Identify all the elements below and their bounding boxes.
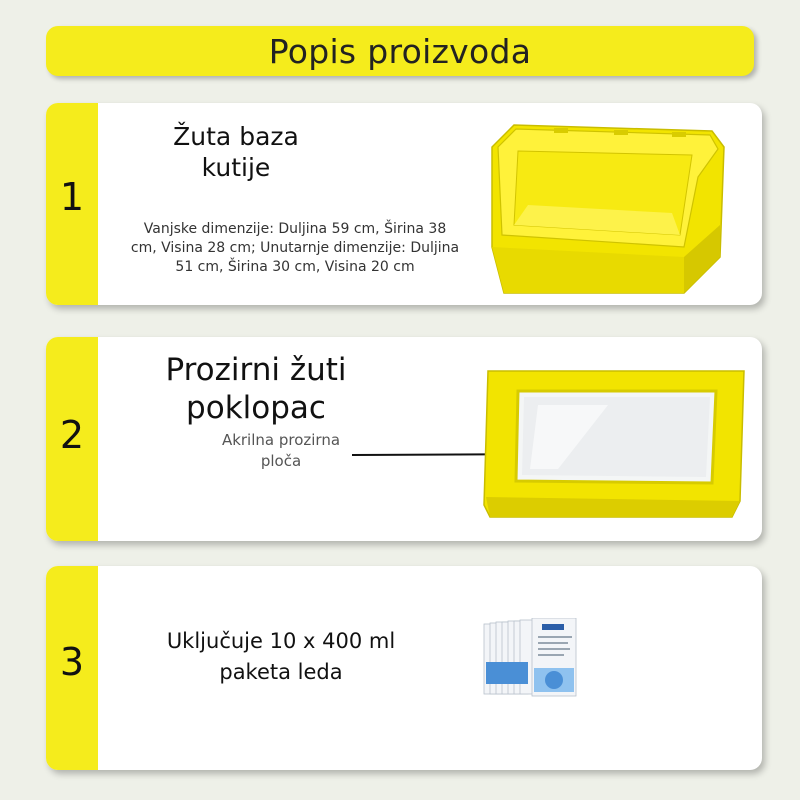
transparent-lid-icon	[478, 365, 750, 521]
product-item-ice-packs	[46, 566, 762, 770]
product-item-lid	[46, 337, 762, 541]
item-title	[146, 626, 416, 688]
ice-packs-icon	[480, 618, 580, 698]
item-description: Vanjske dimenzije: Duljina 59 cm, Širina 38 cm, Visina 28 cm; Unutarnje dimenzije: Duljina 51 cm, Širina 30 cm, Visina 20 cm	[130, 221, 460, 275]
item-number: 2	[59, 413, 85, 457]
header-banner	[46, 26, 754, 76]
page-title: Popis proizvoda	[268, 31, 532, 71]
item-title-line: poklopac	[186, 390, 326, 426]
item-number: 3	[59, 640, 85, 684]
item-title-line: Žuta baza	[173, 122, 299, 151]
item-subtitle-line: Akrilna prozirna	[221, 431, 341, 449]
item-number: 1	[59, 175, 85, 219]
item-title	[146, 351, 366, 427]
item-subtitle-line: ploča	[260, 452, 302, 470]
item-subtitle	[196, 430, 366, 472]
item-title-line: kutije	[201, 153, 271, 182]
item-title-line: Uključuje 10 x 400 ml	[166, 629, 396, 653]
product-item-box-base	[46, 103, 762, 305]
item-title-line: Prozirni žuti	[165, 352, 347, 388]
yellow-box-base-icon	[484, 117, 744, 295]
item-title-line: paketa leda	[219, 660, 343, 684]
item-title	[146, 121, 326, 183]
